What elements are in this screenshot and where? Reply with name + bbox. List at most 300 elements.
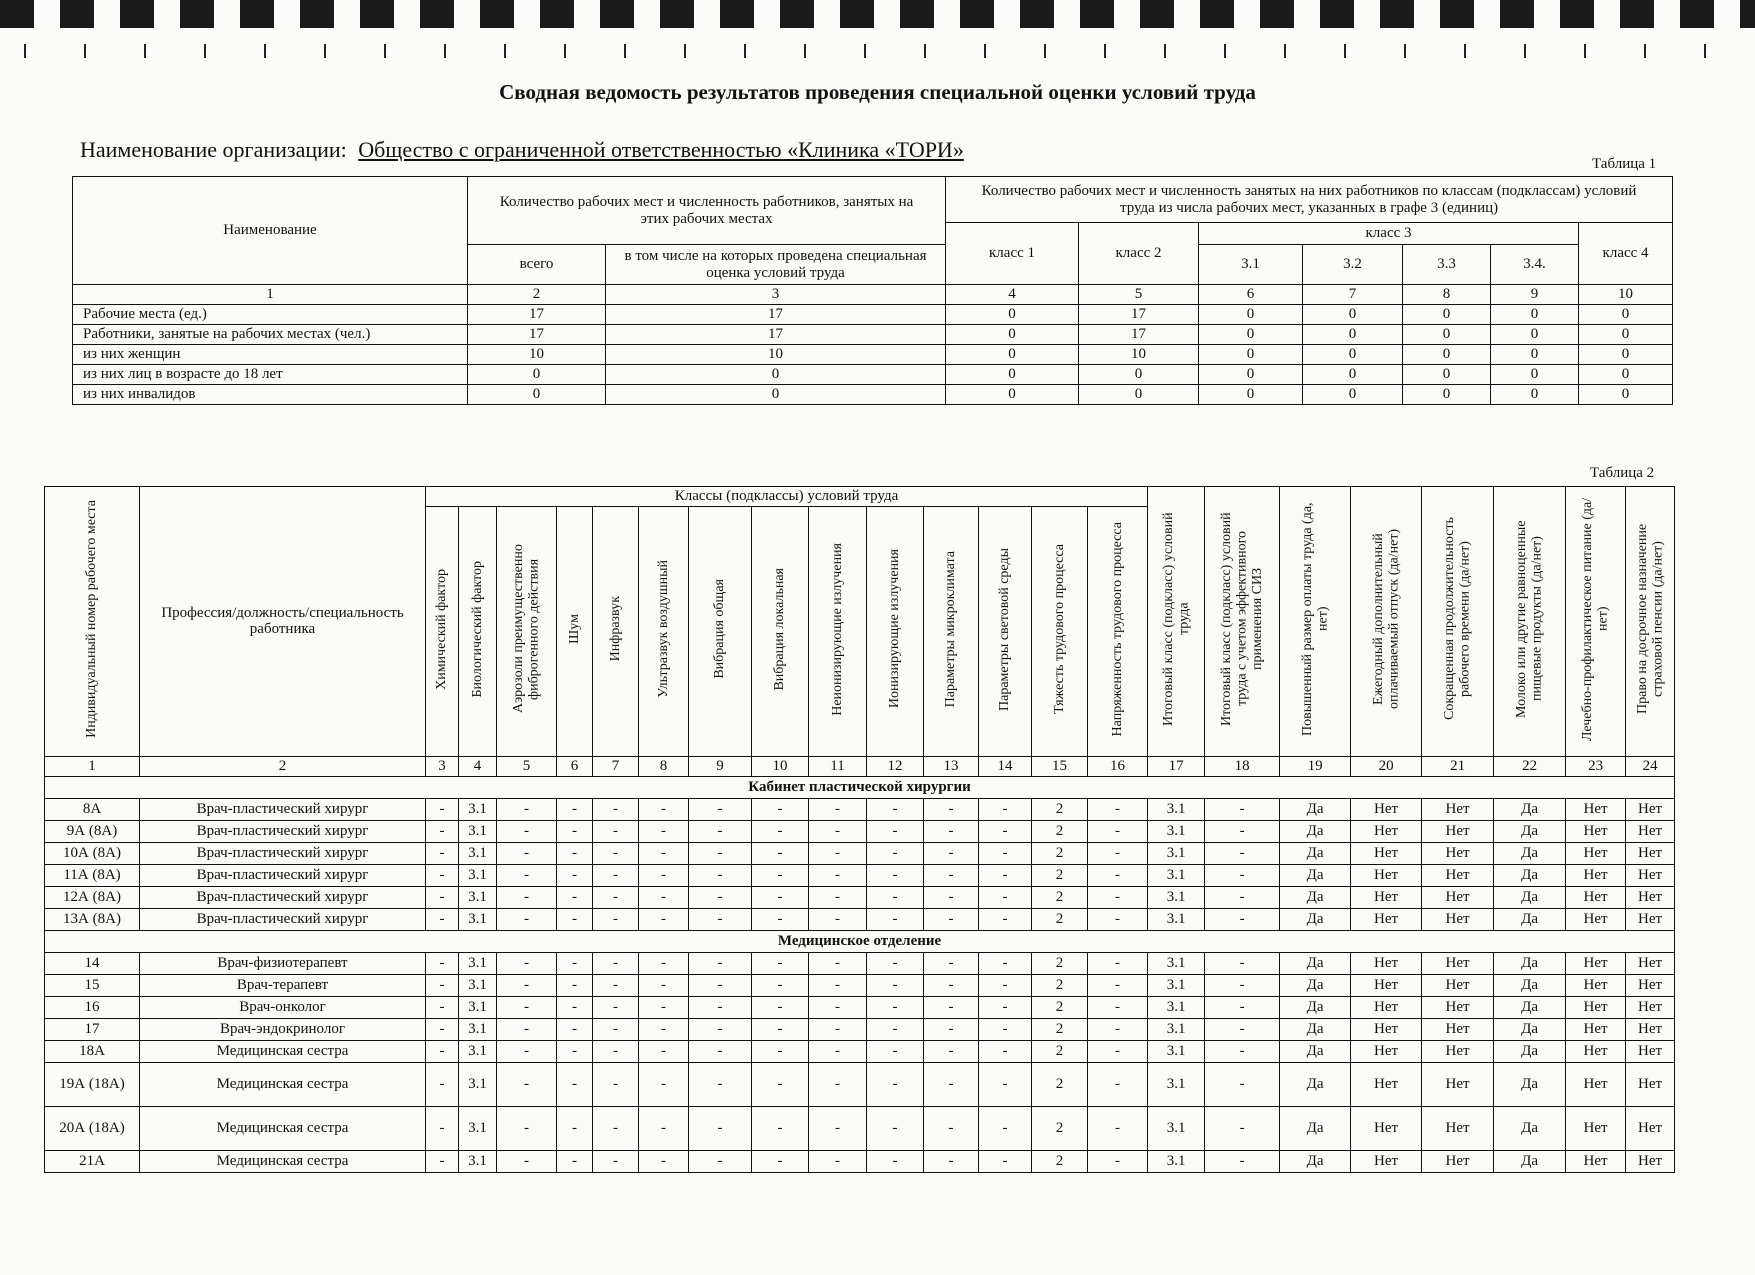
t2-cell: - bbox=[867, 1018, 924, 1040]
t2-cell: - bbox=[1205, 1106, 1280, 1150]
t1-cell: 0 bbox=[1199, 365, 1303, 385]
t2-header-factor bbox=[497, 507, 557, 757]
t2-cell: - bbox=[593, 996, 639, 1018]
t2-cell: Да bbox=[1494, 1106, 1566, 1150]
t2-cell: - bbox=[639, 864, 689, 886]
t2-cell: Да bbox=[1280, 1106, 1351, 1150]
t1-cell: 0 bbox=[1079, 385, 1199, 405]
t2-workplace-id: 14 bbox=[45, 952, 140, 974]
t2-profession: Врач-пластический хирург bbox=[140, 908, 426, 930]
t2-cell: 2 bbox=[1032, 1062, 1088, 1106]
t2-header-factor bbox=[1088, 507, 1148, 757]
t2-cell: - bbox=[924, 886, 979, 908]
t2-cell: 3.1 bbox=[1148, 1106, 1205, 1150]
t2-cell: - bbox=[809, 886, 867, 908]
t2-header-factor-text: Химический фактор bbox=[434, 568, 450, 690]
t2-cell: - bbox=[979, 974, 1032, 996]
t2-header-factor bbox=[426, 507, 459, 757]
t2-cell: Да bbox=[1280, 864, 1351, 886]
t2-cell: - bbox=[867, 886, 924, 908]
t2-workplace-id: 13А (8А) bbox=[45, 908, 140, 930]
t2-cell: - bbox=[639, 1062, 689, 1106]
t2-cell: - bbox=[867, 974, 924, 996]
t2-header-factor bbox=[1032, 507, 1088, 757]
t2-cell: - bbox=[497, 996, 557, 1018]
t2-cell: 3.1 bbox=[1148, 974, 1205, 996]
t2-cell: - bbox=[497, 1018, 557, 1040]
t1-cell: 0 bbox=[1491, 305, 1579, 325]
t2-cell: Нет bbox=[1626, 996, 1675, 1018]
organization-label: Наименование организации: bbox=[80, 137, 347, 162]
t2-cell: - bbox=[593, 1150, 639, 1172]
t2-cell: - bbox=[557, 952, 593, 974]
t2-cell: - bbox=[867, 798, 924, 820]
t2-cell: Да bbox=[1494, 842, 1566, 864]
t2-cell: - bbox=[426, 842, 459, 864]
t2-cell: - bbox=[593, 798, 639, 820]
t2-cell: Нет bbox=[1422, 1106, 1494, 1150]
t2-header-factor-text: Инфразвук bbox=[607, 596, 623, 662]
t2-cell: - bbox=[867, 1062, 924, 1106]
t1-header-assessed: в том числе на которых проведена специальная оценка условий труда bbox=[606, 245, 946, 285]
t2-cell: Нет bbox=[1422, 1150, 1494, 1172]
t1-col-number: 10 bbox=[1579, 285, 1673, 305]
t2-cell: - bbox=[867, 1040, 924, 1062]
t2-cell: 3.1 bbox=[1148, 1018, 1205, 1040]
t2-cell: 3.1 bbox=[459, 908, 497, 930]
t2-col-number: 7 bbox=[593, 756, 639, 776]
t2-profession: Врач-эндокринолог bbox=[140, 1018, 426, 1040]
t2-cell: Нет bbox=[1351, 864, 1422, 886]
t2-cell: - bbox=[593, 952, 639, 974]
t2-cell: - bbox=[557, 974, 593, 996]
t1-col-number: 6 bbox=[1199, 285, 1303, 305]
t2-cell: - bbox=[979, 1018, 1032, 1040]
t2-cell: Нет bbox=[1422, 798, 1494, 820]
t1-cell: 0 bbox=[1579, 305, 1673, 325]
t2-cell: - bbox=[557, 908, 593, 930]
t2-cell: Да bbox=[1494, 952, 1566, 974]
t2-cell: 2 bbox=[1032, 820, 1088, 842]
t2-cell: - bbox=[689, 1040, 752, 1062]
t2-cell: - bbox=[639, 1040, 689, 1062]
t1-cell: 0 bbox=[1199, 305, 1303, 325]
table-row bbox=[45, 820, 1675, 842]
t2-cell: - bbox=[497, 1106, 557, 1150]
t2-col-number: 12 bbox=[867, 756, 924, 776]
t2-cell: - bbox=[809, 798, 867, 820]
t1-cell: 0 bbox=[1079, 365, 1199, 385]
t2-cell: - bbox=[809, 1018, 867, 1040]
t1-cell: 0 bbox=[1403, 385, 1491, 405]
t1-row-label: Рабочие места (ед.) bbox=[73, 305, 468, 325]
t2-cell: - bbox=[752, 952, 809, 974]
t2-cell: - bbox=[924, 908, 979, 930]
t2-cell: - bbox=[497, 1150, 557, 1172]
t2-cell: - bbox=[593, 1106, 639, 1150]
t2-header-factor-text: Аэрозоли преимущественно фиброгенного действия bbox=[511, 544, 542, 714]
t2-header-profession: Профессия/должность/специальность работника bbox=[140, 487, 426, 757]
t2-cell: Да bbox=[1280, 820, 1351, 842]
t2-workplace-id: 18А bbox=[45, 1040, 140, 1062]
table2-caption: Таблица 2 bbox=[1590, 465, 1655, 481]
t2-header-outcome-text: Право на досрочное назначение страховой пенсии (да/нет) bbox=[1634, 523, 1666, 715]
t2-header-factor-text: Тяжесть трудового процесса bbox=[1051, 544, 1067, 714]
table-row bbox=[45, 1018, 1675, 1040]
t2-cell: - bbox=[497, 864, 557, 886]
t2-cell: - bbox=[689, 908, 752, 930]
t2-section-title: Кабинет пластической хирургии bbox=[45, 776, 1675, 798]
t2-header-factor-text: Шум bbox=[566, 614, 582, 644]
table-row bbox=[45, 798, 1675, 820]
t2-cell: - bbox=[557, 864, 593, 886]
t2-cell: Да bbox=[1494, 974, 1566, 996]
t1-cell: 0 bbox=[946, 345, 1079, 365]
t2-header-factor bbox=[924, 507, 979, 757]
t2-profession: Медицинская сестра bbox=[140, 1040, 426, 1062]
t2-cell: Нет bbox=[1626, 842, 1675, 864]
t2-cell: 2 bbox=[1032, 996, 1088, 1018]
t2-cell: Нет bbox=[1566, 798, 1626, 820]
t2-cell: Нет bbox=[1626, 952, 1675, 974]
t2-header-outcome bbox=[1566, 487, 1626, 757]
t2-cell: - bbox=[979, 864, 1032, 886]
t2-cell: - bbox=[924, 1150, 979, 1172]
t2-cell: Нет bbox=[1566, 974, 1626, 996]
t1-row bbox=[73, 365, 1673, 385]
t2-cell: 3.1 bbox=[459, 996, 497, 1018]
t1-col-number: 2 bbox=[468, 285, 606, 305]
t2-cell: Нет bbox=[1566, 886, 1626, 908]
t2-profession: Врач-пластический хирург bbox=[140, 820, 426, 842]
t2-cell: - bbox=[1205, 952, 1280, 974]
t1-header-name: Наименование bbox=[73, 177, 468, 285]
t2-profession: Врач-физиотерапевт bbox=[140, 952, 426, 974]
t2-cell: Да bbox=[1280, 996, 1351, 1018]
table-row bbox=[45, 1106, 1675, 1150]
t2-cell: Нет bbox=[1351, 996, 1422, 1018]
t2-cell: Нет bbox=[1422, 996, 1494, 1018]
t2-cell: Да bbox=[1494, 864, 1566, 886]
t1-cell: 0 bbox=[1303, 385, 1403, 405]
t2-cell: 2 bbox=[1032, 842, 1088, 864]
t2-col-number: 9 bbox=[689, 756, 752, 776]
t2-cell: - bbox=[752, 886, 809, 908]
t2-cell: - bbox=[809, 1062, 867, 1106]
t2-cell: 3.1 bbox=[1148, 842, 1205, 864]
t1-cell: 17 bbox=[606, 325, 946, 345]
t2-cell: Нет bbox=[1566, 908, 1626, 930]
t1-row bbox=[73, 325, 1673, 345]
t2-header-factor bbox=[689, 507, 752, 757]
t2-cell: - bbox=[689, 952, 752, 974]
t2-header-outcome bbox=[1494, 487, 1566, 757]
t2-cell: - bbox=[1088, 1106, 1148, 1150]
t2-cell: 3.1 bbox=[459, 798, 497, 820]
t2-cell: Нет bbox=[1351, 1040, 1422, 1062]
t1-cell: 0 bbox=[1403, 345, 1491, 365]
t2-profession: Медицинская сестра bbox=[140, 1106, 426, 1150]
t2-cell: - bbox=[979, 952, 1032, 974]
t1-header-sub-3-1: 3.1 bbox=[1199, 245, 1303, 285]
t2-cell: - bbox=[752, 908, 809, 930]
t2-cell: Да bbox=[1494, 1040, 1566, 1062]
t2-cell: Нет bbox=[1626, 798, 1675, 820]
t1-col-number: 3 bbox=[606, 285, 946, 305]
t2-cell: 3.1 bbox=[459, 820, 497, 842]
t2-workplace-id: 8А bbox=[45, 798, 140, 820]
t2-cell: - bbox=[497, 820, 557, 842]
t2-cell: 2 bbox=[1032, 952, 1088, 974]
t1-cell: 0 bbox=[1199, 325, 1303, 345]
t2-cell: 3.1 bbox=[459, 842, 497, 864]
t1-col-number: 9 bbox=[1491, 285, 1579, 305]
t2-col-number: 20 bbox=[1351, 756, 1422, 776]
t2-cell: - bbox=[689, 798, 752, 820]
t2-cell: - bbox=[689, 842, 752, 864]
t2-cell: 3.1 bbox=[1148, 820, 1205, 842]
t2-cell: Нет bbox=[1351, 974, 1422, 996]
t2-number-row bbox=[45, 756, 1675, 776]
t2-cell: Нет bbox=[1422, 820, 1494, 842]
t2-header-factor bbox=[459, 507, 497, 757]
t2-cell: Нет bbox=[1566, 1062, 1626, 1106]
t2-cell: - bbox=[979, 886, 1032, 908]
table-row bbox=[45, 974, 1675, 996]
t2-workplace-id: 19А (18А) bbox=[45, 1062, 140, 1106]
t2-cell: - bbox=[426, 886, 459, 908]
t2-cell: 3.1 bbox=[459, 1150, 497, 1172]
t2-cell: 3.1 bbox=[1148, 952, 1205, 974]
t1-cell: 0 bbox=[606, 385, 946, 405]
t2-col-number: 24 bbox=[1626, 756, 1675, 776]
t2-header-factor-text: Ультразвук воздушный bbox=[655, 560, 671, 698]
t1-row-label: из них лиц в возрасте до 18 лет bbox=[73, 365, 468, 385]
t2-cell: - bbox=[639, 1150, 689, 1172]
t2-cell: - bbox=[639, 908, 689, 930]
t2-cell: 3.1 bbox=[1148, 798, 1205, 820]
t2-col-number: 19 bbox=[1280, 756, 1351, 776]
t1-col-number: 1 bbox=[73, 285, 468, 305]
t2-col-number: 14 bbox=[979, 756, 1032, 776]
t2-cell: Нет bbox=[1566, 842, 1626, 864]
t2-cell: - bbox=[979, 1150, 1032, 1172]
t2-cell: - bbox=[979, 798, 1032, 820]
t1-header-class3: класс 3 bbox=[1199, 223, 1579, 245]
t2-cell: - bbox=[1205, 974, 1280, 996]
t2-header-factor bbox=[557, 507, 593, 757]
t2-cell: Нет bbox=[1351, 1106, 1422, 1150]
t2-cell: - bbox=[1088, 952, 1148, 974]
t2-cell: - bbox=[426, 864, 459, 886]
t2-cell: Нет bbox=[1566, 996, 1626, 1018]
t1-cell: 0 bbox=[606, 365, 946, 385]
t1-cell: 0 bbox=[1491, 325, 1579, 345]
t1-cell: 0 bbox=[1403, 365, 1491, 385]
t2-cell: Нет bbox=[1422, 1040, 1494, 1062]
t2-cell: Нет bbox=[1422, 886, 1494, 908]
t2-cell: - bbox=[979, 1062, 1032, 1106]
t2-cell: Нет bbox=[1566, 820, 1626, 842]
t2-cell: - bbox=[1088, 842, 1148, 864]
t2-header-outcome-text: Ежегодный дополнительный оплачиваемый отпуск (да/нет) bbox=[1370, 528, 1402, 710]
t2-col-number: 18 bbox=[1205, 756, 1280, 776]
t2-header-factor bbox=[979, 507, 1032, 757]
t2-cell: Нет bbox=[1351, 952, 1422, 974]
t1-cell: 17 bbox=[468, 305, 606, 325]
t2-cell: - bbox=[924, 798, 979, 820]
t2-cell: - bbox=[426, 1018, 459, 1040]
t2-cell: - bbox=[867, 864, 924, 886]
t1-cell: 17 bbox=[606, 305, 946, 325]
t2-head bbox=[45, 487, 1675, 777]
t1-cell: 0 bbox=[946, 385, 1079, 405]
t2-cell: - bbox=[867, 996, 924, 1018]
t1-body bbox=[73, 285, 1673, 405]
t2-cell: - bbox=[979, 820, 1032, 842]
t2-cell: - bbox=[809, 842, 867, 864]
t2-cell: Нет bbox=[1626, 908, 1675, 930]
t2-workplace-id: 16 bbox=[45, 996, 140, 1018]
t2-cell: - bbox=[593, 864, 639, 886]
t2-cell: - bbox=[557, 886, 593, 908]
t2-cell: - bbox=[752, 1062, 809, 1106]
t2-cell: Нет bbox=[1422, 864, 1494, 886]
t2-cell: Нет bbox=[1626, 1040, 1675, 1062]
t2-cell: Нет bbox=[1422, 1062, 1494, 1106]
workplace-table bbox=[44, 486, 1675, 1173]
t1-cell: 0 bbox=[946, 305, 1079, 325]
t2-cell: - bbox=[426, 996, 459, 1018]
t2-cell: - bbox=[593, 1040, 639, 1062]
t2-cell: Нет bbox=[1566, 1040, 1626, 1062]
t2-col-number: 2 bbox=[140, 756, 426, 776]
organization-name: Общество с ограниченной ответственностью «Клиника «ТОРИ» bbox=[358, 137, 964, 162]
t2-header-outcome bbox=[1351, 487, 1422, 757]
t2-cell: - bbox=[924, 974, 979, 996]
t2-cell: Нет bbox=[1351, 1018, 1422, 1040]
table1-caption: Таблица 1 bbox=[1592, 156, 1657, 172]
t1-row bbox=[73, 345, 1673, 365]
t1-cell: 17 bbox=[1079, 305, 1199, 325]
t2-cell: Да bbox=[1280, 908, 1351, 930]
t2-cell: - bbox=[1088, 1018, 1148, 1040]
t2-cell: 3.1 bbox=[1148, 908, 1205, 930]
t2-cell: - bbox=[1205, 1150, 1280, 1172]
t2-cell: - bbox=[557, 1106, 593, 1150]
t2-cell: - bbox=[1205, 820, 1280, 842]
t1-cell: 0 bbox=[1491, 345, 1579, 365]
t2-cell: - bbox=[689, 974, 752, 996]
t1-col-number: 5 bbox=[1079, 285, 1199, 305]
t2-cell: - bbox=[1205, 842, 1280, 864]
t2-cell: Нет bbox=[1566, 1150, 1626, 1172]
t2-cell: - bbox=[557, 1062, 593, 1106]
t2-cell: - bbox=[497, 798, 557, 820]
t2-col-number: 23 bbox=[1566, 756, 1626, 776]
t2-col-number: 13 bbox=[924, 756, 979, 776]
t2-cell: - bbox=[497, 952, 557, 974]
t2-header-classes: Классы (подклассы) условий труда bbox=[426, 487, 1148, 507]
table-row bbox=[45, 864, 1675, 886]
t2-header-outcome bbox=[1280, 487, 1351, 757]
t2-workplace-id: 21А bbox=[45, 1150, 140, 1172]
t2-cell: 2 bbox=[1032, 1040, 1088, 1062]
t1-cell: 17 bbox=[1079, 325, 1199, 345]
table-row bbox=[45, 1150, 1675, 1172]
t1-cell: 0 bbox=[468, 365, 606, 385]
t2-profession: Врач-пластический хирург bbox=[140, 886, 426, 908]
t1-cell: 0 bbox=[1579, 345, 1673, 365]
t2-cell: 3.1 bbox=[1148, 864, 1205, 886]
t2-cell: - bbox=[1088, 908, 1148, 930]
t2-cell: - bbox=[867, 820, 924, 842]
t2-cell: - bbox=[809, 974, 867, 996]
t2-cell: - bbox=[593, 1018, 639, 1040]
t1-col-number: 4 bbox=[946, 285, 1079, 305]
table-row bbox=[45, 996, 1675, 1018]
t2-cell: 3.1 bbox=[459, 1062, 497, 1106]
t2-col-number: 4 bbox=[459, 756, 497, 776]
t2-cell: - bbox=[497, 1062, 557, 1106]
t2-cell: - bbox=[752, 798, 809, 820]
t2-cell: - bbox=[979, 996, 1032, 1018]
t1-cell: 17 bbox=[468, 325, 606, 345]
t2-cell: - bbox=[809, 820, 867, 842]
t2-header-factor-text: Напряженность трудового процесса bbox=[1109, 521, 1125, 737]
t2-cell: Нет bbox=[1351, 1150, 1422, 1172]
t2-col-number: 1 bbox=[45, 756, 140, 776]
t2-profession: Врач-пластический хирург bbox=[140, 842, 426, 864]
t2-cell: - bbox=[639, 798, 689, 820]
t2-cell: Да bbox=[1280, 1018, 1351, 1040]
t2-cell: 2 bbox=[1032, 908, 1088, 930]
t2-cell: - bbox=[752, 820, 809, 842]
t2-col-number: 5 bbox=[497, 756, 557, 776]
t2-cell: Да bbox=[1494, 996, 1566, 1018]
t2-cell: - bbox=[1205, 886, 1280, 908]
t2-cell: - bbox=[557, 1150, 593, 1172]
t2-cell: - bbox=[867, 1150, 924, 1172]
t2-cell: Нет bbox=[1626, 1018, 1675, 1040]
t1-row-label: Работники, занятые на рабочих местах (чел.) bbox=[73, 325, 468, 345]
t2-cell: - bbox=[1088, 996, 1148, 1018]
t1-row bbox=[73, 385, 1673, 405]
t2-cell: - bbox=[1205, 864, 1280, 886]
t2-cell: - bbox=[426, 974, 459, 996]
t2-header-outcome-text: Лечебно-профилактическое питание (да/нет) bbox=[1580, 497, 1611, 741]
t2-cell: - bbox=[689, 1106, 752, 1150]
t1-cell: 10 bbox=[1079, 345, 1199, 365]
t1-cell: 0 bbox=[1579, 325, 1673, 345]
t2-header-id bbox=[45, 487, 140, 757]
t2-cell: Нет bbox=[1626, 1150, 1675, 1172]
t1-row-label: из них инвалидов bbox=[73, 385, 468, 405]
t2-cell: Нет bbox=[1422, 952, 1494, 974]
t2-workplace-id: 10А (8А) bbox=[45, 842, 140, 864]
t2-col-number: 6 bbox=[557, 756, 593, 776]
t2-cell: - bbox=[689, 864, 752, 886]
t2-cell: - bbox=[1088, 798, 1148, 820]
t2-cell: Нет bbox=[1626, 886, 1675, 908]
t1-cell: 0 bbox=[1199, 345, 1303, 365]
t2-cell: 2 bbox=[1032, 1150, 1088, 1172]
table-row bbox=[45, 886, 1675, 908]
t2-cell: 3.1 bbox=[459, 886, 497, 908]
t2-cell: 2 bbox=[1032, 798, 1088, 820]
t2-workplace-id: 9А (8А) bbox=[45, 820, 140, 842]
t1-header-classes: Количество рабочих мест и численность занятых на них работников по классам (подклассам) условий труда из числа рабочих мест, указанных в графе 3 (единиц) bbox=[946, 177, 1673, 223]
